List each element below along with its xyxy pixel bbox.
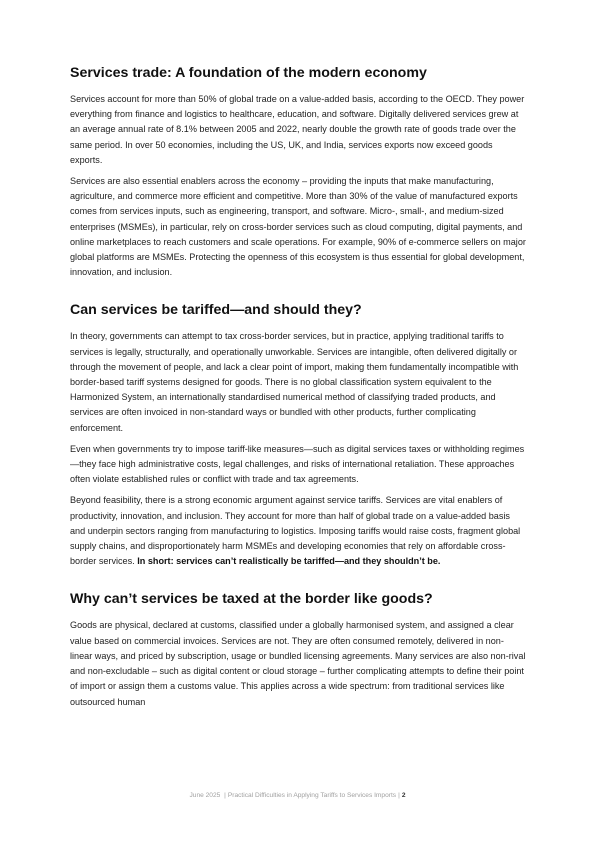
footer-separator: |	[224, 792, 226, 799]
section-heading: Services trade: A foundation of the modern economy	[70, 65, 427, 81]
footer-date: June 2025	[189, 792, 221, 799]
body-paragraph: In theory, governments can attempt to tax cross-border services, but in practice, applying traditional tariffs to services is legally, structurally, and operationally unworkable. Services are intangible, often delivered digitally or through the movement of people, and lack a clear point of import, making them fundamentally incompatible with border-based tariff systems designed for goods. There is no global classification system equivalent to the Harmonized System, an internationally standardised numerical method of classifying traded products, and services are often invoiced in non-standard ways or bundled with other products, further complicating enforcement.	[70, 331, 519, 433]
page-footer	[0, 792, 595, 799]
body-paragraph	[70, 493, 526, 569]
section-services-trade	[70, 64, 526, 280]
page-number: 2	[401, 792, 406, 799]
paragraph-text: Beyond feasibility, there is a strong economic argument against service tariffs. Services are vital enablers of productivity, innovation, and inclusion. They account for more than half of global trade on a value-added basis and underpin sectors ranging from manufacturing to logistics. Imposing tariffs would raise costs, fragment global supply chains, and disproportionately harm MSMEs and developing economies that rely on affordable cross-border services.	[70, 495, 521, 567]
section-heading: Why can’t services be taxed at the border like goods?	[70, 591, 433, 608]
conclusion-bold-text: In short: services can’t realistically be tariffed—and they shouldn’t be.	[137, 556, 441, 567]
body-paragraph: Services account for more than 50% of global trade on a value-added basis, according to the OECD. They power everything from finance and logistics to healthcare, education, and software. Digitally delivered services grew at an average annual rate of 8.1% between 2005 and 2022, nearly double the growth rate of goods trade over the same period. In over 50 economies, including the US, UK, and India, services exports now exceed goods exports.	[70, 94, 525, 165]
section-why-cant-services-be-taxed	[70, 590, 526, 709]
section-can-services-be-tariffed	[70, 301, 526, 569]
body-paragraph: Goods are physical, declared at customs, classified under a globally harmonised system, and assigned a clear value based on commercial invoices. Services are not. They are often consumed remotely, delivered in non-linear ways, and priced by subscription, usage or bundled licensing agreements. Many services are also non-rival and non-excludable – such as digital content or cloud storage – further complicating attempts to define their point of import or assign them a customs value. This applies across a wide spectrum: from traditional services like outsourced human	[70, 620, 526, 707]
footer-document-title: Practical Difficulties in Applying Tariffs to Services Imports	[227, 792, 397, 799]
section-heading: Can services be tariffed—and should they?	[70, 302, 362, 319]
body-paragraph: Even when governments try to impose tariff-like measures—such as digital services taxes or withholding regimes—they face high administrative costs, legal challenges, and risks of international retaliation. These approaches often violate established rules or conflict with trade and tax agreements.	[70, 443, 525, 485]
page-content	[70, 64, 526, 710]
body-paragraph: Services are also essential enablers across the economy – providing the inputs that make manufacturing, agriculture, and commerce more efficient and competitive. More than 30% of the value of manufactured exports comes from services inputs, such as engineering, transport, and software. Micro-, small-, and medium-sized enterprises (MSMEs), in particular, rely on cross-border services such as cloud computing, digital payments, and online marketplaces to reach customers and scale operations. For example, 90% of e-commerce sellers on major global platforms are MSMEs. Protecting the openness of this ecosystem is thus essential for global development, innovation, and inclusion.	[70, 176, 526, 278]
footer-separator: |	[398, 792, 400, 799]
